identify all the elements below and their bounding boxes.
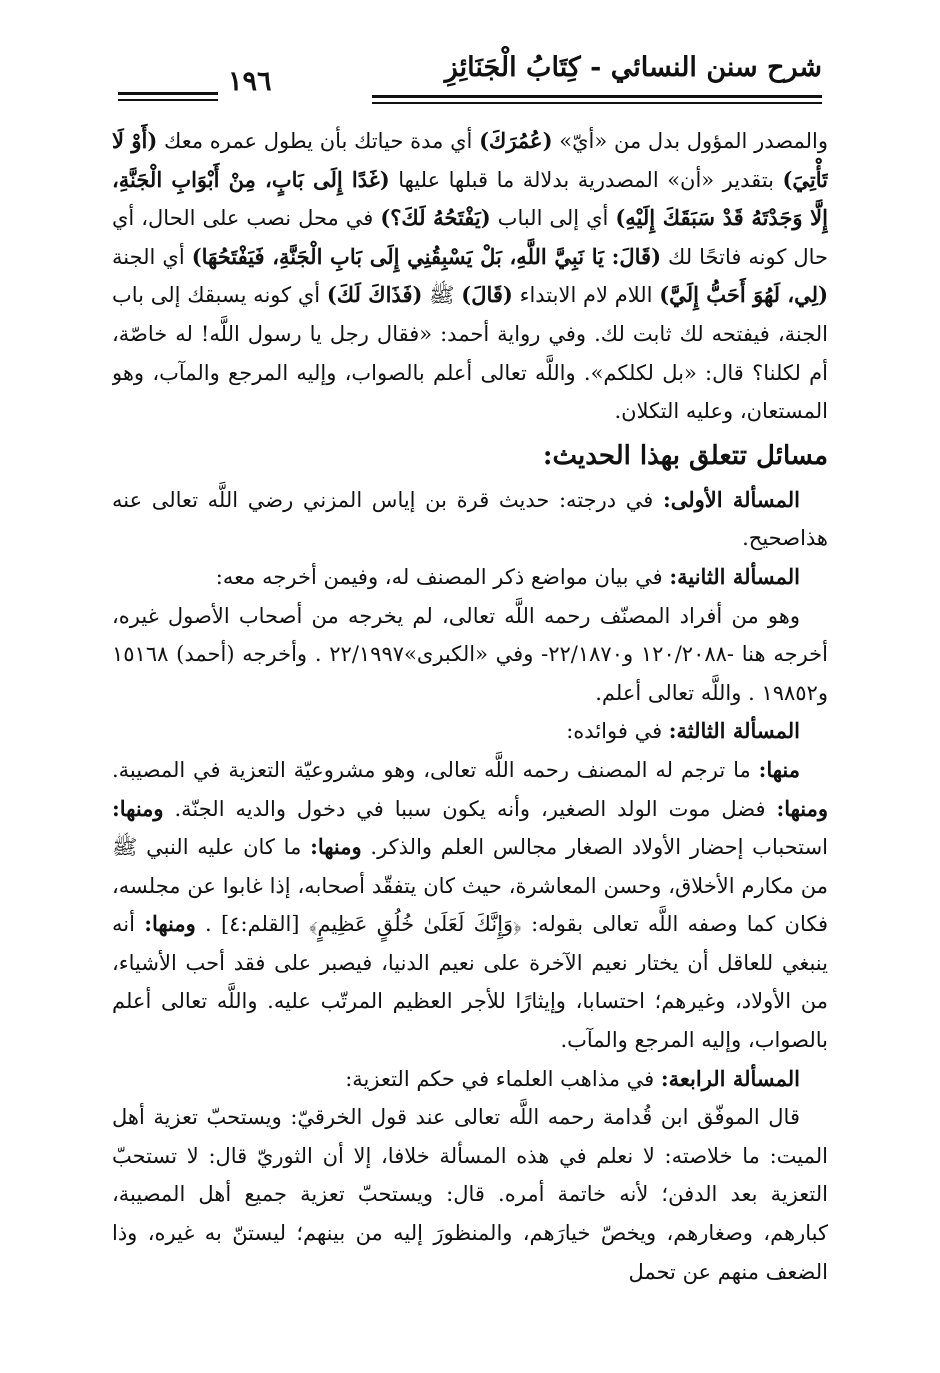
paragraph xyxy=(112,751,828,1060)
text-run: في بيان مواضع ذكر المصنف له، وفيمن أخرجه معه: xyxy=(215,564,670,589)
paragraph xyxy=(112,558,828,597)
text-run: اللام لام الابتداء xyxy=(512,283,660,308)
bold-run: المسألة الرابعة: xyxy=(660,1065,800,1091)
paragraph xyxy=(112,481,828,558)
page-body xyxy=(112,122,828,1333)
bold-run: (لِي، لَهُوَ أَحَبُّ إِلَيَّ) xyxy=(659,282,828,308)
text-run: أنه ينبغي للعاقل أن يختار نعيم الآخرة على نعيم الدنيا، فيصبر على فقد أحب الأشياء، من الأولاد، وغيرهم؛ احتسابا، وإيثارًا للأجر العظيم المرتّب عليه. واللَّه تعالى أعلم بالصواب، وإليه المرجع والمآب. xyxy=(112,912,828,1053)
text-run: ﷺ xyxy=(422,283,462,308)
paragraph xyxy=(112,122,828,431)
bold-run: ومنها: xyxy=(776,795,828,821)
text-run: بتقدير «أن» المصدرية بدلالة ما قبلها عليها xyxy=(389,167,783,192)
bold-run: ومنها: xyxy=(112,795,164,821)
bold-run: (قَالَ: يَا نَبِيَّ اللَّهِ، بَلْ يَسْبِقُنِي إِلَى بَابِ الْجَنَّةِ، فَيَفْتَحُهَا) xyxy=(191,243,662,269)
bold-run: (عُمُرَكَ) xyxy=(479,128,553,153)
text-run: ما كان عليه النبي ﷺ من مكارم الأخلاق، وحسن المعاشرة، حيث كان يتفقّد أصحابه، إذا غابوا عن مجلسه، فكان كما وصفه اللَّه تعالى بقوله: ﴿وَإِنَّكَ لَعَلَىٰ خُلُقٍ عَظِيمٍ﴾ [القلم:٤] . xyxy=(112,835,828,937)
text-run: أي مدة حياتك بأن يطول عمره معك xyxy=(157,129,480,153)
page-header xyxy=(118,52,822,112)
text-run: أي الجنة xyxy=(112,244,192,269)
text-run: وهو من أفراد المصنّف رحمه اللَّه تعالى، لم يخرجه من أصحاب الأصول غيره، أخرجه هنا -١٢٠/٢٠٨٨ و٢٢/١٨٧٠- وفي «الكبرى»٢٢/١٩٩٧ . وأخرجه (أحمد) ١٥١٦٨ و١٩٨٥٢ . واللَّه تعالى أعلم. xyxy=(112,603,828,705)
bold-run: المسألة الثانية: xyxy=(669,563,800,589)
page-number: ١٩٦ xyxy=(228,66,272,97)
paragraph xyxy=(112,712,828,751)
bold-run: (غَدًا إِلَى بَابٍ، مِنْ أَبْوَابِ الْجَنَّةِ، إِلَّا وَجَدْتَهُ قَدْ سَبَقَكَ إِلَيْهِ) xyxy=(112,166,828,231)
header-rule xyxy=(372,95,822,104)
bold-run: المسألة الثالثة: xyxy=(668,718,800,744)
running-title: شرح سنن النسائي - كِتَابُ الْجَنَائِزِ xyxy=(444,52,822,83)
text-run: ما ترجم له المصنف رحمه اللَّه تعالى، وهو مشروعيّة التعزية في المصيبة. xyxy=(112,757,759,782)
section-heading xyxy=(112,433,828,479)
bold-run: (قَالَ) xyxy=(461,282,513,308)
paragraph xyxy=(112,597,828,713)
text-run: أي كونه يسبقك إلى باب الجنة، فيفتحه لك ثابت لك. وفي رواية أحمد: «فقال رجل يا رسول اللَّه! له خاصّة، أم لكلنا؟ قال: «بل لكلكم». واللَّه تعالى أعلم بالصواب، وإليه المرجع والمآب، وهو المستعان، وعليه التكلان. xyxy=(112,283,828,424)
text-run: أي إلى الباب xyxy=(490,206,616,231)
bold-run: ومنها: xyxy=(144,911,196,937)
bold-run: (يَفْتَحُهُ لَكَ؟) xyxy=(380,205,491,231)
text-run: في مذاهب العلماء في حكم التعزية: xyxy=(345,1066,661,1091)
bold-run: ومنها: xyxy=(310,834,362,860)
text-run: فضل موت الولد الصغير، وأنه يكون سببا في دخول والديه الجنّة. xyxy=(163,796,777,821)
text-run: في محل نصب على الحال، أي حال كونه فاتحًا لك xyxy=(112,206,828,269)
bold-run: المسألة الأولى: xyxy=(662,486,800,512)
bold-run: مسائل تتعلق بهذا الحديث: xyxy=(542,440,828,471)
text-run: استحباب إحضار الأولاد الصغار مجالس العلم والذكر. xyxy=(361,835,828,860)
page-number-rule xyxy=(118,92,218,101)
paragraph xyxy=(112,1060,828,1099)
text-run: في فوائده: xyxy=(566,719,669,744)
bold-run: (أَوْ لَا تَأْتِيَ) xyxy=(112,128,828,192)
text-run: في درجته: حديث قرة بن إياس المزني رضي اللَّه تعالى عنه هذاصحيح. xyxy=(112,487,828,551)
text-run: والمصدر المؤول بدل من «أيّ» xyxy=(552,129,828,153)
paragraph xyxy=(112,1098,828,1291)
bold-run: منها: xyxy=(758,756,800,782)
bold-run: (فَذَاكَ لَكَ) xyxy=(326,282,423,308)
text-run: قال الموفّق ابن قُدامة رحمه اللَّه تعالى عند قول الخرقيّ: ويستحبّ تعزية أهل الميت: ما خلاصته: لا نعلم في هذه المسألة خلافا، إلا أن الثوريّ قال: لا تستحبّ التعزية بعد الدفن؛ لأنه خاتمة أمره. قال: ويستحبّ تعزية جميع أهل المصيبة، كبارهم، وصغارهم، ويخصّ خيارَهم، والمنظورَ إليه من بينهم؛ ليستنّ به غيره، وذا الضعف منهم عن تحمل xyxy=(112,1105,828,1284)
